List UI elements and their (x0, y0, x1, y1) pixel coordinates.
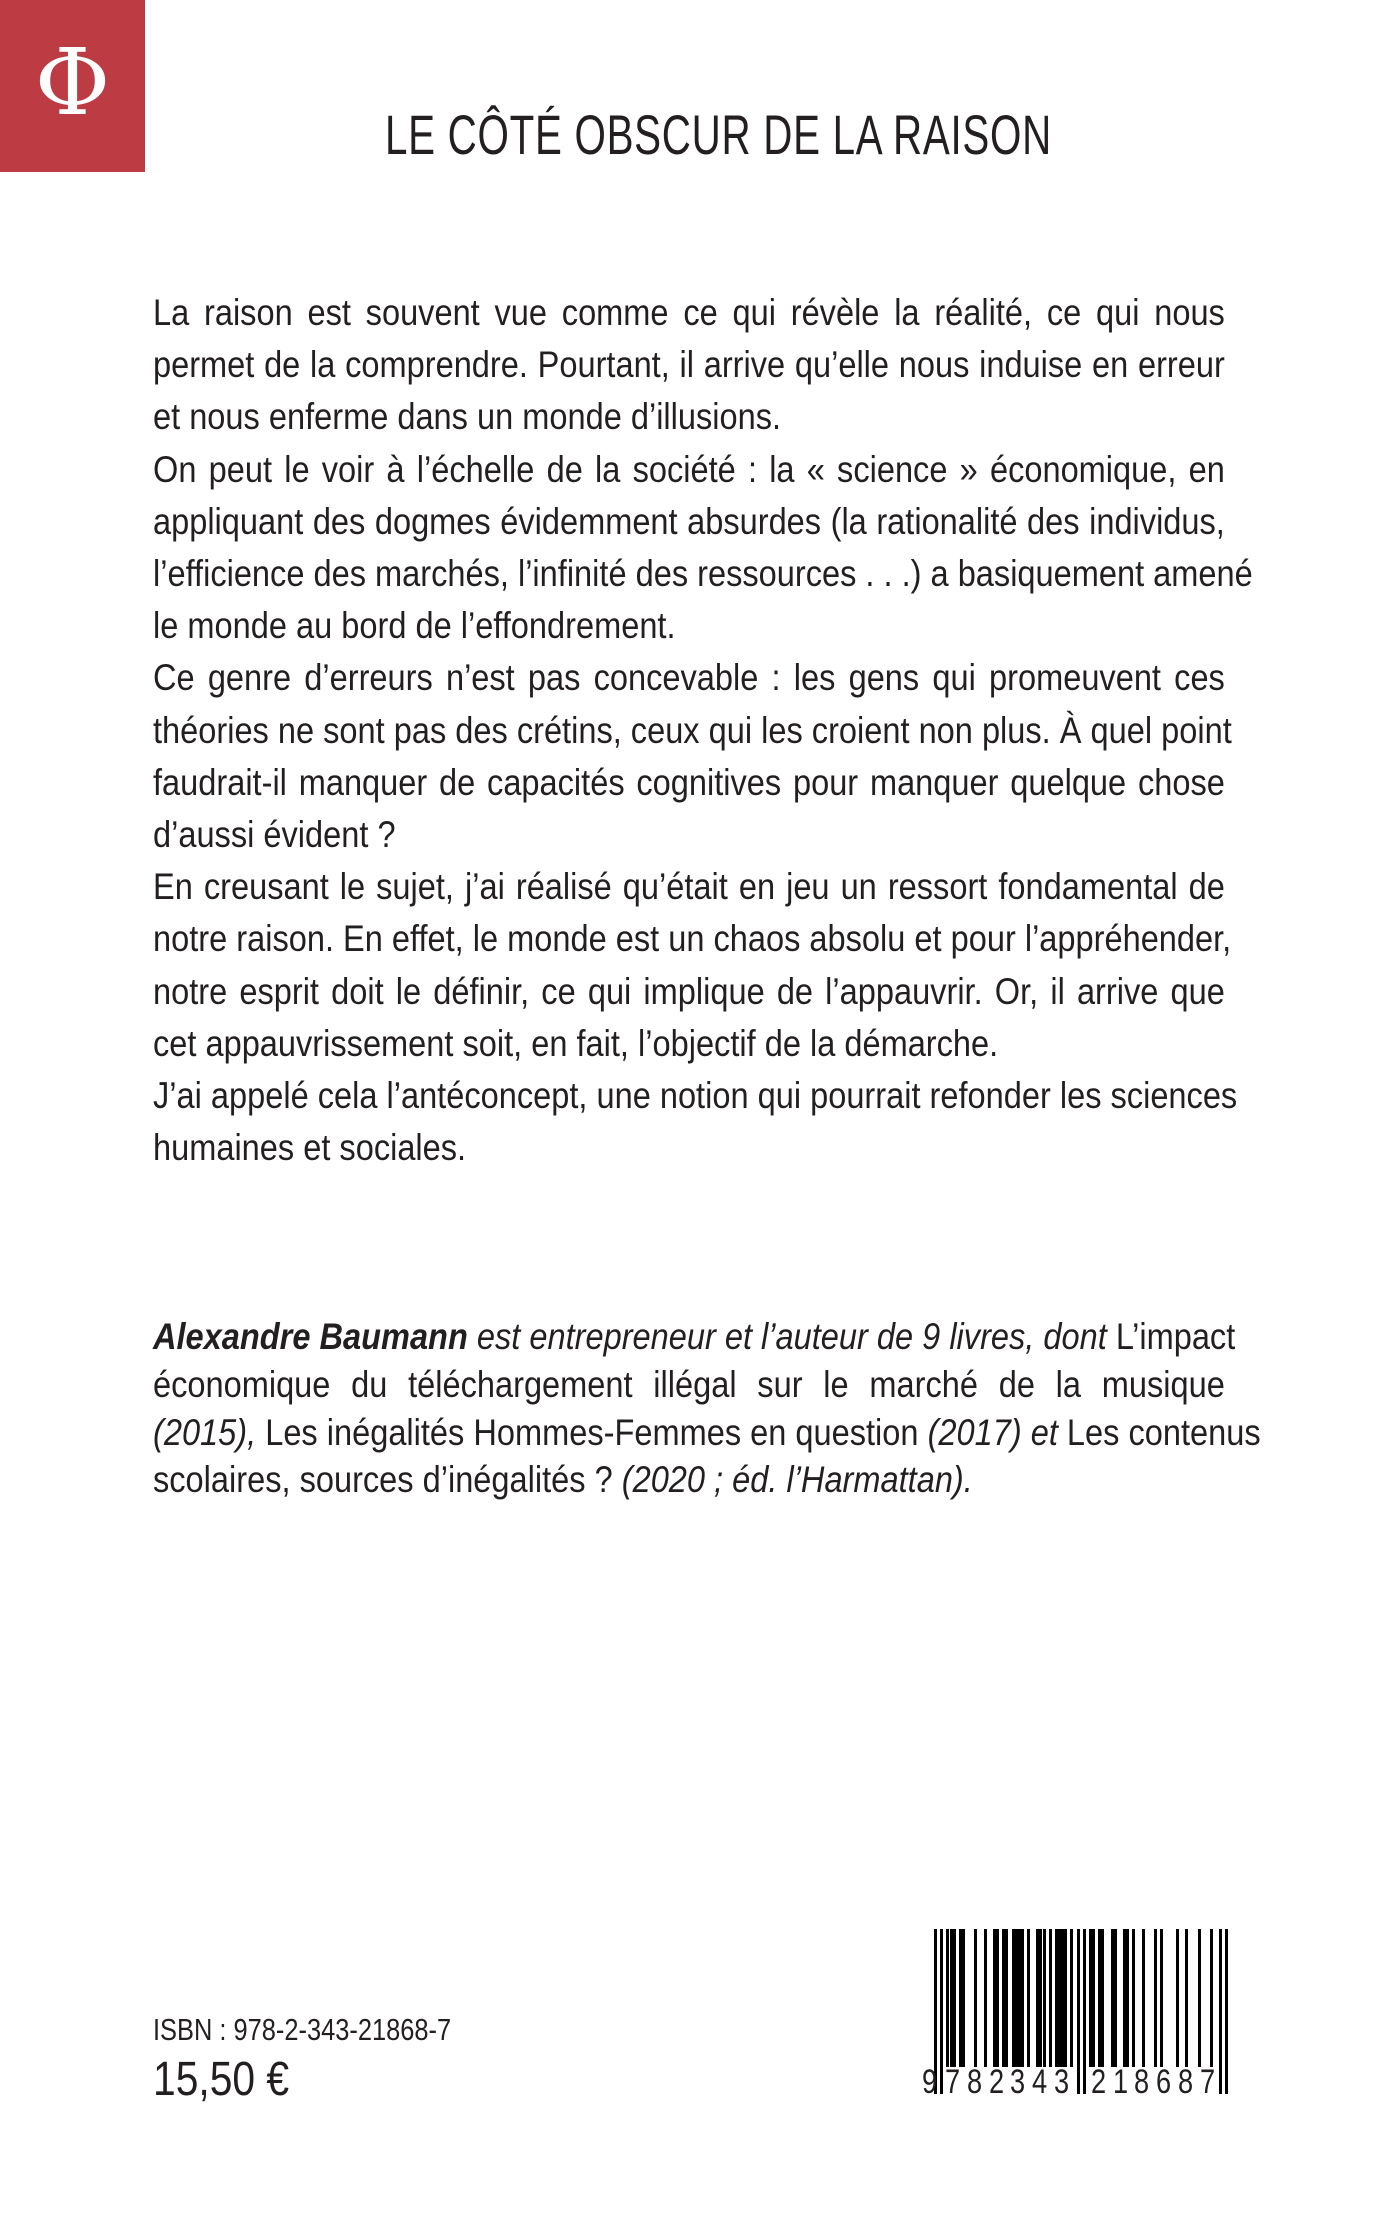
barcode-bar (1210, 1929, 1213, 2067)
phi-logo-icon: Φ (34, 29, 111, 136)
barcode (922, 1929, 1232, 2099)
barcode-digit: 6 (1156, 2063, 1172, 2101)
barcode-digit: 2 (1091, 2063, 1107, 2101)
blurb-line: faudrait-il manquer de capacités cognitives pour manquer quelque chose (153, 761, 1225, 803)
barcode-digit: 8 (1134, 2063, 1150, 2101)
blurb-line: On peut le voir à l’échelle de la société : la « science » économique, en (153, 448, 1225, 490)
barcode-bar (1126, 1929, 1129, 2067)
barcode-bar (996, 1929, 999, 2067)
author-text: scolaires, sources d’inégalités ? (153, 1459, 622, 1501)
barcode-digit: 8 (967, 2063, 983, 2101)
author-text: économique du téléchargement illégal sur le marché de la musique (153, 1363, 1225, 1405)
barcode-bar (1064, 1929, 1067, 2067)
barcode-digit: 8 (1177, 2063, 1193, 2101)
barcode-bar (962, 1929, 965, 2067)
blurb-line: J’ai appelé cela l’antéconcept, une notion qui pourrait refonder les sciences (153, 1075, 1238, 1117)
barcode-bar (1198, 1929, 1201, 2067)
barcode-bar (1043, 1929, 1046, 2067)
barcode-digit: 4 (1032, 2063, 1048, 2101)
author-text: (2017) et (927, 1411, 1067, 1453)
barcode-bar (1114, 1929, 1117, 2067)
blurb-line: La raison est souvent vue comme ce qui révèle la réalité, ce qui nous (153, 292, 1225, 333)
barcode-bar (940, 1929, 943, 2094)
barcode-bar (1160, 1929, 1163, 2067)
barcode-bar (1027, 1929, 1030, 2067)
barcode-bar (1070, 1929, 1073, 2067)
barcode-digit: 9 (922, 2063, 938, 2101)
book-title: LE CÔTÉ OBSCUR DE LA RAISON (385, 103, 1052, 166)
author-text: (2020 ; éd. l’Harmattan). (621, 1459, 973, 1501)
blurb-text (153, 287, 1253, 1174)
author-line (153, 1456, 1225, 1504)
barcode-bar (1185, 1929, 1188, 2067)
blurb-line: Ce genre d’erreurs n’est pas concevable : les gens qui promeuvent ces (153, 657, 1225, 699)
barcode-bar (974, 1929, 977, 2067)
author-text: (2015), (153, 1411, 266, 1453)
barcode-digit: 7 (1199, 2063, 1215, 2101)
barcode-bar (1005, 1929, 1008, 2067)
blurb-line: l’efficience des marchés, l’infinité des ressources . . .) a basiquement amené (153, 553, 1253, 595)
barcode-bar (1142, 1929, 1145, 2067)
barcode-digit: 1 (1112, 2063, 1128, 2101)
blurb-line: d’aussi évident ? (153, 814, 396, 856)
author-text: est entrepreneur et l’auteur de 9 livres, dont (467, 1316, 1116, 1357)
barcode-bar (1154, 1929, 1157, 2067)
blurb-line: cet appauvrissement soit, en fait, l’objectif de la démarche. (153, 1022, 999, 1064)
blurb-line: humaines et sociales. (153, 1127, 467, 1169)
blurb-line: notre raison. En effet, le monde est un chaos absolu et pour l’appréhender, (153, 918, 1232, 960)
barcode-bar (1092, 1929, 1095, 2067)
blurb-line: le monde au bord de l’effondrement. (153, 605, 676, 647)
barcode-bar (984, 1929, 987, 2067)
barcode-bar (1077, 1929, 1080, 2094)
author-line (153, 1361, 1225, 1409)
author-bio (153, 1313, 1261, 1504)
blurb-line: permet de la comprendre. Pourtant, il arrive qu’elle nous induise en erreur (153, 344, 1225, 386)
barcode-bar (1101, 1929, 1104, 2067)
blurb-line: et nous enferme dans un monde d’illusions. (153, 396, 782, 438)
barcode-bar (1021, 1929, 1024, 2067)
author-name: Alexandre Baumann (153, 1316, 468, 1357)
publisher-logo (0, 0, 145, 172)
author-line (153, 1313, 1236, 1361)
barcode-bar (1049, 1929, 1052, 2067)
isbn: ISBN : 978-2-343-21868-7 (153, 2012, 452, 2047)
barcode-bar (1083, 1929, 1086, 2094)
author-text: Les inégalités Hommes-Femmes en question (265, 1411, 928, 1453)
barcode-digit: 3 (1053, 2063, 1069, 2101)
barcode-bar (1176, 1929, 1179, 2067)
barcode-bar (953, 1929, 956, 2067)
price: 15,50 € (153, 2053, 290, 2106)
barcode-bar (1225, 1929, 1228, 2094)
barcode-bar (1132, 1929, 1135, 2067)
barcode-digit: 7 (945, 2063, 961, 2101)
blurb-line: théories ne sont pas des crétins, ceux qui les croient non plus. À quel point (153, 709, 1232, 751)
barcode-bar (1219, 1929, 1222, 2094)
barcode-digit: 3 (1010, 2063, 1026, 2101)
blurb-line: appliquant des dogmes évidemment absurdes (la rationalité des individus, (153, 500, 1225, 542)
blurb-line: En creusant le sujet, j’ai réalisé qu’était en jeu un ressort fondamental de (153, 866, 1225, 908)
blurb-line: notre esprit doit le définir, ce qui implique de l’appauvrir. Or, il arrive que (153, 970, 1225, 1012)
barcode-digit: 2 (988, 2063, 1004, 2101)
author-text: Les contenus (1066, 1411, 1261, 1453)
author-text: L’impact (1115, 1316, 1236, 1357)
author-line (153, 1409, 1261, 1457)
